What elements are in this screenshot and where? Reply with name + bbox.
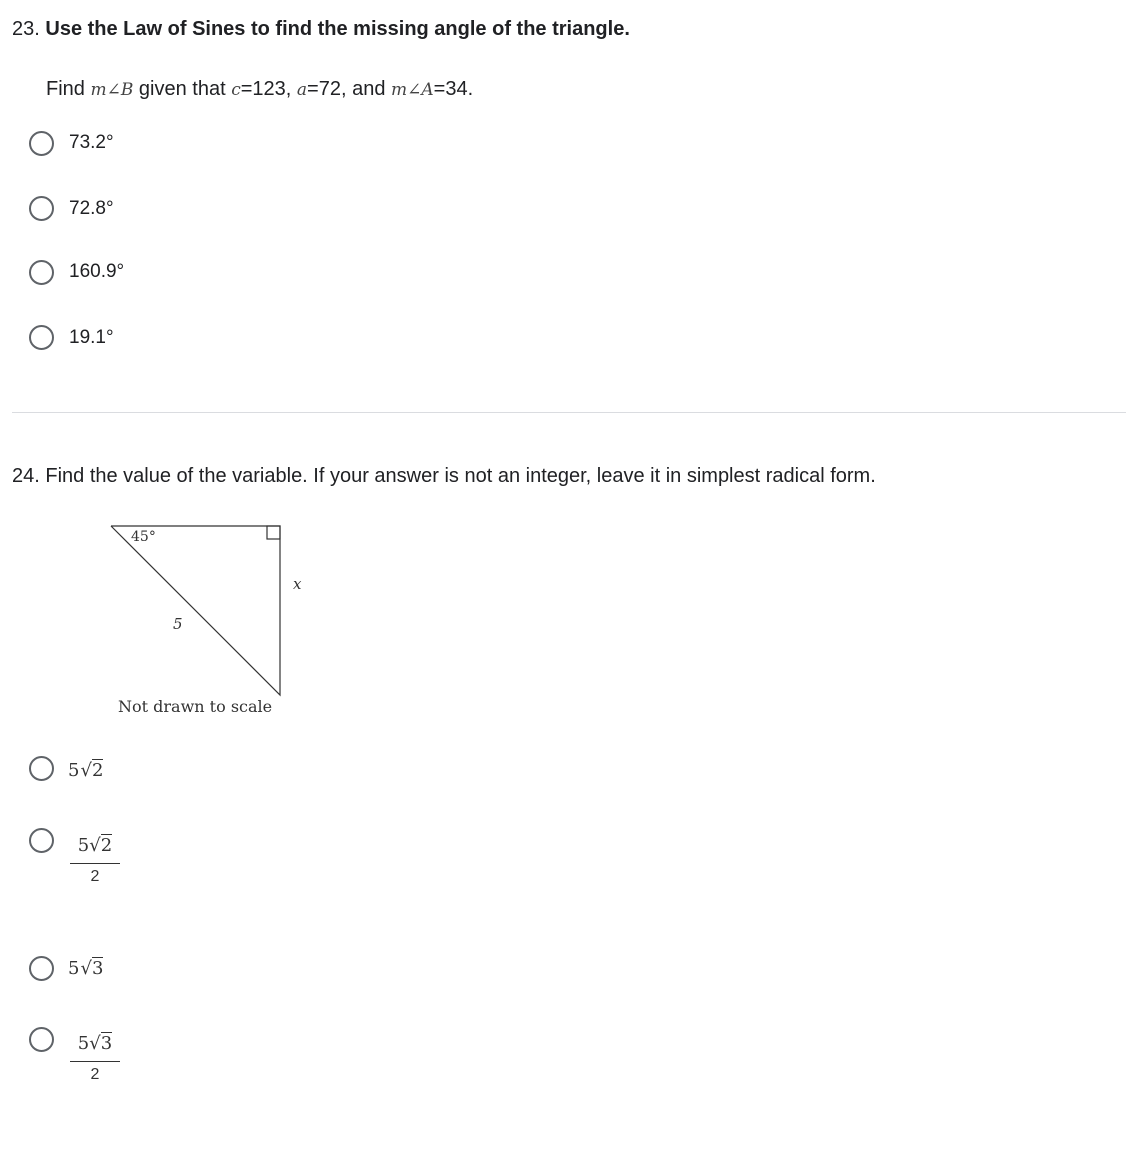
radical-sign: √ [80, 760, 92, 781]
q23-prompt-find: Find [46, 78, 85, 100]
q23-option-4-label[interactable]: 19.1° [69, 327, 114, 348]
q23-prompt-mB: m∠B [90, 80, 134, 100]
right-angle-marker [267, 526, 280, 539]
q23-prompt-given: given that [138, 78, 226, 100]
q23-prompt-a-val: =72, and [307, 78, 386, 100]
q23-option-4-radio[interactable] [29, 325, 54, 350]
q24-option-4-denominator: 2 [90, 1066, 100, 1083]
q24-option-4-radio[interactable] [29, 1027, 54, 1052]
q24-option-2-numerator [70, 833, 120, 859]
q23-option-3-label[interactable]: 160.9° [69, 261, 125, 282]
triangle-angle-label: 45° [131, 529, 156, 545]
triangle-side-x-label: x [293, 575, 302, 593]
q24-option-4-expression[interactable] [70, 1031, 120, 1088]
triangle-outline [111, 526, 280, 695]
triangle-figure [105, 520, 310, 725]
q23-option-2-label[interactable]: 72.8° [69, 198, 114, 219]
q24-option-1-expression[interactable] [68, 760, 103, 786]
q24-option-4-numerator [70, 1031, 120, 1057]
radical-sign: √ [89, 835, 101, 856]
q24-option-3-radio[interactable] [29, 956, 54, 981]
q24-option-2-radio[interactable] [29, 828, 54, 853]
q23-prompt-A-val: =34. [433, 78, 474, 100]
q23-option-1-radio[interactable] [29, 131, 54, 156]
q23-option-1-label[interactable]: 73.2° [69, 132, 114, 153]
q24-option-4-radicand: 3 [100, 1033, 113, 1054]
radical-sign: √ [89, 1033, 101, 1054]
q23-title-text: Use the Law of Sines to find the missing angle of the triangle. [45, 18, 630, 40]
q24-title: 24. Find the value of the variable. If your answer is not an integer, leave it in simplest radical form. [12, 465, 876, 487]
triangle-shape [111, 526, 280, 695]
triangle-hypotenuse-label: 5 [173, 615, 183, 633]
q23-prompt-a: a [296, 80, 308, 100]
q24-option-1-radicand: 2 [91, 760, 104, 781]
q24-option-1-coef: 5 [68, 760, 80, 781]
q24-option-2-denominator: 2 [90, 868, 100, 885]
radical-sign: √ [80, 958, 92, 979]
q23-option-2-radio[interactable] [29, 196, 54, 221]
q24-option-3-radicand: 3 [91, 958, 104, 979]
q23-option-3-radio[interactable] [29, 260, 54, 285]
q23-title [12, 18, 630, 41]
q23-prompt-c-val: =123, [240, 78, 292, 100]
q23-prompt-c: c [231, 80, 241, 100]
question-divider [12, 412, 1126, 413]
q23-prompt [46, 78, 473, 101]
q24-option-4-coef: 5 [77, 1033, 90, 1054]
q24-option-2-expression[interactable] [70, 833, 120, 890]
q24-option-2-coef: 5 [77, 835, 90, 856]
q24-option-1-radio[interactable] [29, 756, 54, 781]
q23-prompt-mA: m∠A [391, 80, 434, 100]
q23-number: 23. [12, 18, 40, 40]
q24-option-3-coef: 5 [68, 958, 80, 979]
q24-option-2-radicand: 2 [100, 835, 113, 856]
figure-caption: Not drawn to scale [118, 697, 273, 716]
q24-option-3-expression[interactable] [68, 958, 103, 984]
